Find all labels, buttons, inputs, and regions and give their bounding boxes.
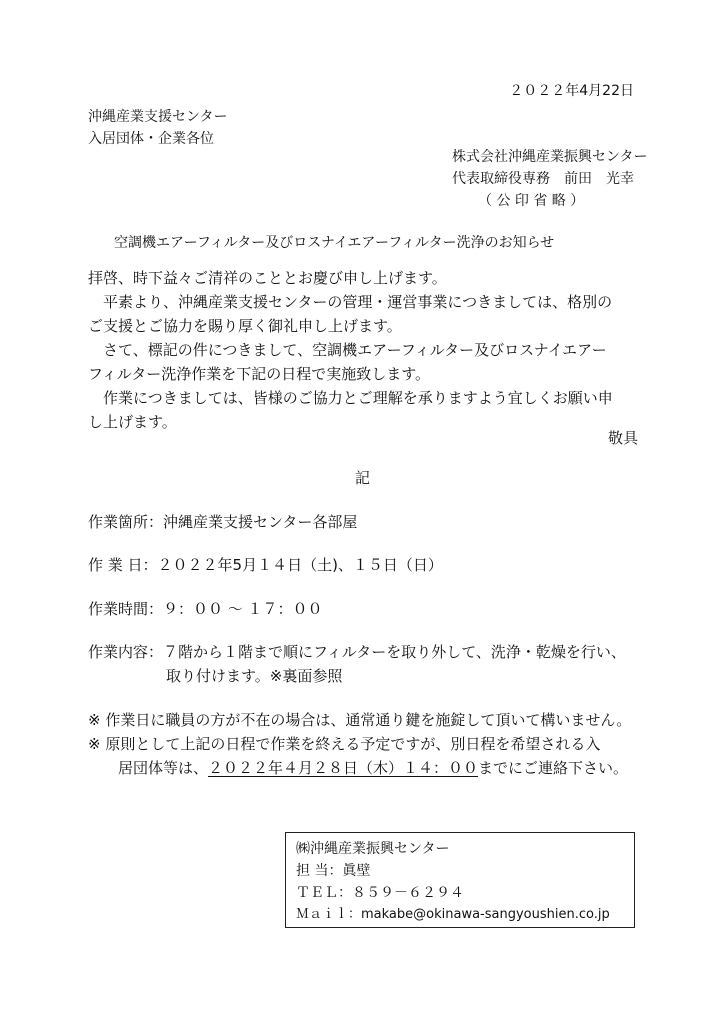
detail-time: 作業時間：９：００ 〜 １７：００: [88, 600, 323, 618]
note-2-suffix: までにご連絡下さい。: [478, 759, 629, 777]
document-title: 空調機エアーフィルター及びロスナイエアーフィルター洗浄のお知らせ: [114, 235, 555, 251]
body-line-5: フィルター洗浄作業を下記の日程で実施致します。: [88, 365, 431, 383]
detail-location: 作業箇所：沖縄産業支援センター各部屋: [88, 513, 358, 531]
seal-note: （ 公 印 省 略 ）: [478, 193, 585, 209]
recipient-1: 沖縄産業支援センター: [88, 109, 228, 125]
detail-content-2: 取り付けます。※裏面参照: [166, 667, 343, 685]
body-line-6: 作業につきましては、皆様のご協力とご理解を承りますよう宜しくお願い申: [88, 389, 613, 407]
document-date: ２０２２年4月22日: [509, 83, 634, 99]
sender-company: 株式会社沖縄産業振興センター: [452, 149, 648, 165]
recipient-2: 入居団体・企業各位: [88, 131, 214, 147]
note-2-line-1: ※ 原則として上記の日程で作業を終える予定ですが、別日程を希望される入: [88, 735, 601, 753]
body-line-4: さて、標記の件につきまして、空調機エアーフィルター及びロスナイエアー: [88, 341, 607, 359]
body-line-2: 平素より、沖縄産業支援センターの管理・運営事業につきましては、格別の: [88, 293, 613, 311]
body-line-1: 拝啓、時下益々ご清祥のこととお慶び申し上げます。: [88, 269, 447, 287]
detail-date: 作 業 日：２０２２年5月１４日（土)、１５日（日）: [88, 556, 443, 574]
contact-company: ㈱沖縄産業振興センター: [296, 841, 450, 857]
closing-keigu: 敬具: [607, 429, 638, 447]
ki-heading: 記: [355, 469, 371, 487]
body-line-3: ご支援とご協力を賜り厚く御礼申し上げます。: [88, 317, 402, 335]
contact-tel: ＴＥＬ：８５９－６２９４: [296, 885, 464, 901]
body-line-7: し上げます。: [88, 413, 177, 431]
contact-box: [285, 832, 635, 928]
note-2-prefix: 居団体等は、: [118, 759, 209, 777]
deadline-text: ２０２２年４月２８日（木）１４：００: [208, 759, 479, 777]
note-1: ※ 作業日に職員の方が不在の場合は、通常通り鍵を施錠して頂いて構いません。: [88, 711, 632, 729]
contact-mail: Ｍａｉｌ：makabe@okinawa-sangyoushien.co.jp: [296, 907, 610, 922]
note-2-line-2: [118, 756, 628, 780]
contact-person: 担 当：眞壁: [296, 863, 371, 879]
sender-representative: 代表取締役専務 前田 光幸: [452, 171, 634, 187]
detail-content-1: 作業内容：７階から１階まで順にフィルターを取り外して、洗浄・乾燥を行い、: [88, 643, 626, 661]
